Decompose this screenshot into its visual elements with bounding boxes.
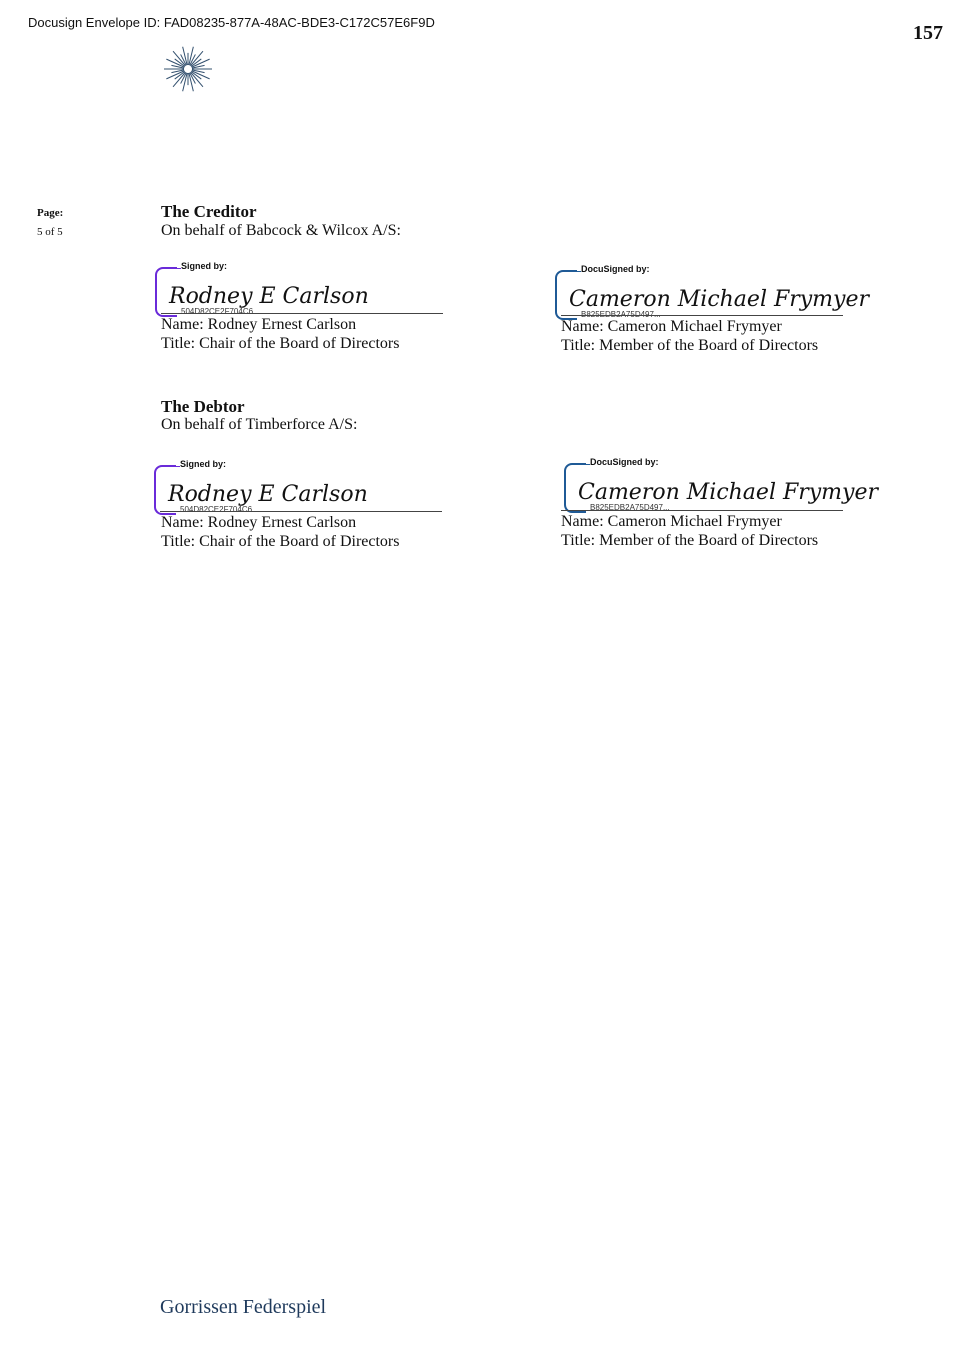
handwritten-signature xyxy=(168,473,398,509)
debtor-signature-2 xyxy=(561,457,879,557)
logo-ray xyxy=(173,72,185,87)
signature-header: Signed by: xyxy=(181,261,228,271)
svg-text:Cameron Michael Frymyer: Cameron Michael Frymyer xyxy=(569,287,870,312)
creditor-signature-1 xyxy=(155,261,445,361)
signer-name: Name: Cameron Michael Frymyer xyxy=(561,318,782,335)
logo-ray xyxy=(190,51,202,66)
signature-hash: 504D82CE2F704C6... xyxy=(181,307,260,316)
signature-line xyxy=(160,511,442,512)
handwritten-signature xyxy=(569,278,870,314)
signature-header: DocuSigned by: xyxy=(581,264,650,274)
debtor-heading: The Debtor xyxy=(161,397,245,416)
handwritten-signature xyxy=(169,275,399,311)
signature-hash: B825EDB2A75D497... xyxy=(581,310,661,319)
page-count: 5 of 5 xyxy=(37,226,63,238)
svg-text:Cameron Michael Frymyer: Cameron Michael Frymyer xyxy=(578,480,879,505)
handwritten-signature xyxy=(578,471,879,507)
envelope-id: Docusign Envelope ID: FAD08235-877A-48AC-BDE3-C172C57E6F9D xyxy=(28,15,435,30)
logo-ray xyxy=(190,72,202,87)
logo-ray xyxy=(173,51,185,66)
svg-text:Rodney E Carlson: Rodney E Carlson xyxy=(168,482,368,507)
signer-title: Title: Chair of the Board of Directors xyxy=(161,533,400,550)
signature-hash: B825EDB2A75D497... xyxy=(590,503,670,512)
firm-footer: Gorrissen Federspiel xyxy=(160,1296,327,1318)
creditor-signature-2 xyxy=(555,264,870,364)
creditor-on-behalf: On behalf of Babcock & Wilcox A/S: xyxy=(161,222,401,239)
signer-name: Name: Rodney Ernest Carlson xyxy=(161,514,357,531)
signer-title: Title: Member of the Board of Directors xyxy=(561,532,819,549)
signer-name: Name: Rodney Ernest Carlson xyxy=(161,316,357,333)
starburst-logo-icon xyxy=(158,44,218,94)
signature-header: DocuSigned by: xyxy=(590,457,659,467)
debtor-on-behalf: On behalf of Timberforce A/S: xyxy=(161,416,358,433)
debtor-signature-1 xyxy=(154,459,444,559)
signature-hash: 504D82CE2F704C6... xyxy=(180,505,259,514)
signature-line xyxy=(161,313,443,314)
signature-line xyxy=(561,315,843,316)
page-number: 157 xyxy=(913,22,943,44)
creditor-heading: The Creditor xyxy=(161,202,257,221)
page-label: Page: xyxy=(37,207,64,219)
signer-title: Title: Member of the Board of Directors xyxy=(561,337,819,354)
signature-line xyxy=(561,510,843,511)
signer-title: Title: Chair of the Board of Directors xyxy=(161,335,400,352)
signature-header: Signed by: xyxy=(180,459,227,469)
svg-text:Rodney E Carlson: Rodney E Carlson xyxy=(169,284,369,309)
signer-name: Name: Cameron Michael Frymyer xyxy=(561,513,782,530)
